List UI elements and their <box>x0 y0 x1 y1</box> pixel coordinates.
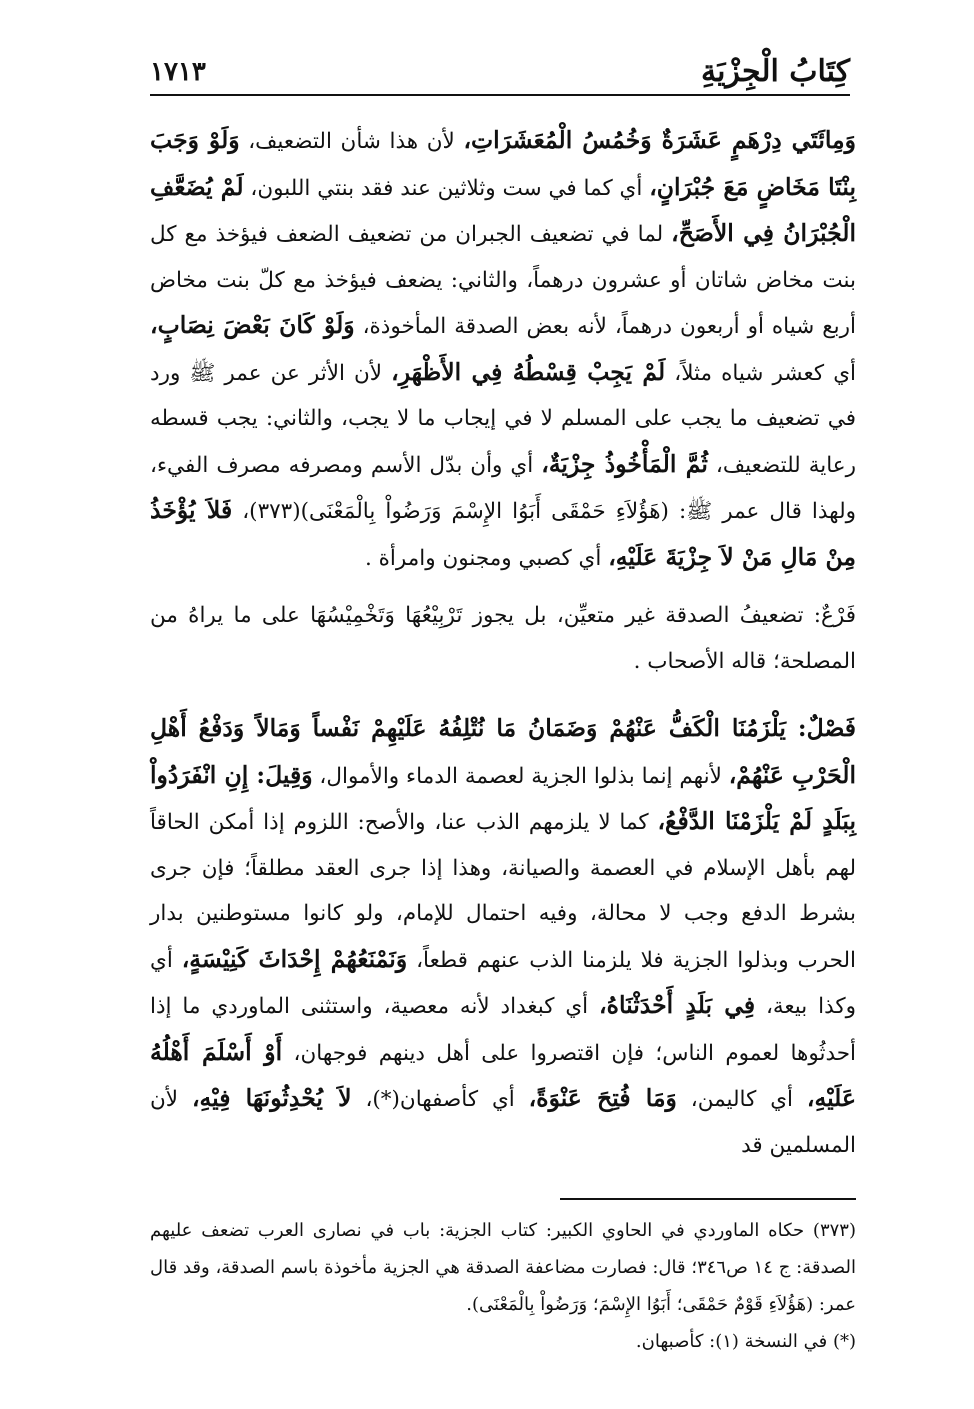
matn-text: أَوْ أَسْلَمَ أَهْلُهُ عَلَيْهِ، <box>150 1037 856 1112</box>
chapter-title: كِتَابُ الْجِزْيَةِ <box>701 54 850 89</box>
footnote-star: (*) في النسخة (١): كأصبهان. <box>635 1331 856 1352</box>
sharh-text: أي كعشر شياه مثلاً، <box>665 360 857 386</box>
paragraph-1 <box>150 118 856 581</box>
matn-text: وَقِيلَ: إِنِ انْفَرَدُواْ بِبَلَدٍ لَمْ يَلْزَمْنَا الدَّفْعُ، <box>150 760 856 835</box>
sharh-text: أي كأصفهان(*)، <box>351 1087 529 1112</box>
matn-text: وَلَوْ كَانَ بَعْضَ نِصَابٍ، <box>150 311 355 339</box>
matn-text: فِي بَلَدٍ أَحْدَثْنَاهُ، <box>599 991 756 1019</box>
matn-text: لَمْ يُضَعَّفِ الْجُبْرَانُ فِي الأَصَحِّ، <box>150 172 856 247</box>
sharh-text: لأن الأثر عن عمر ﷺ ورد في تضعيف ما يجب على المسلم لا في إيجاب ما لا يجب، والثاني: يجب قسطه رعاية للتضعيف، <box>150 360 857 478</box>
matn-text: فَصْلٌ: يَلْزَمُنَا الْكَفُّ عَنْهُمْ وَضَمَانُ مَا نُتْلِفُهُ عَلَيْهِمْ نَفْساً وَمَالاً وَدَفْعُ أَهْلِ الْحَرْبِ عَنْهُمْ، <box>150 714 856 789</box>
matn-text: لَمْ يَجِبْ قِسْطُهُ فِي الأَظْهَرِ، <box>391 357 666 386</box>
matn-text: لاَ يُحْدِثُونَهَا فِيْهِ، <box>191 1084 352 1112</box>
matn-text: فَلاَ يُؤْخَذُ مِنْ مَالِ مَنْ لاَ جِزْيَةَ عَلَيْهِ، <box>150 496 856 571</box>
footnote-rule <box>560 1198 856 1200</box>
sharh-text: أي كما في ست وثلاثين عند فقد بنتي اللبون، <box>243 175 650 201</box>
page-number: ١٧١٣ <box>150 57 206 87</box>
paragraph-far <box>150 593 856 684</box>
sharh-text: أي كاليمن، <box>676 1087 807 1112</box>
sharh-text: أي وأن بدّل الأسم ومصرفه مصرف الفيء، ولهذا قال عمر ﷺ: (هَؤُلاَءِ حَمْقَى أَبَوُا الإِسْمَ وَرَضُواْ بِالْمَعْنَى)(٣٧٣)، <box>150 452 856 524</box>
matn-text: وَمِائَتَي دِرْهَمٍ عَشَرَةٌ وَخُمُسُ الْمُعَشَرَاتِ، <box>463 126 856 154</box>
sharh-text: لأنهم إنما بذلوا الجزية لعصمة الدماء والأموال، <box>312 763 729 789</box>
header-rule <box>150 94 850 96</box>
sharh-text: لأن هذا شأن التضعيف، <box>239 129 464 154</box>
matn-text: وَمَا فُتِحَ عَنْوَةً، <box>528 1084 677 1112</box>
sharh-text: لما في تضعيف الجبران من تضعيف الضعف فيؤخذ مع كل بنت مخاض شاتان أو عشرون درهماً، والثاني: يضعف فيؤخذ مع كلّ بنت مخاض أربع شياه أو أربعون درهماً، لأنه بعض الصدقة المأخوذة، <box>150 222 856 339</box>
sharh-text: لأن المسلمين قد <box>150 1087 856 1158</box>
sharh-text: فَرْعٌ: تضعيفُ الصدقة غير متعيِّن، بل يجوز تَرْبِيْعُهَا وَتَخْمِيْسُهَا على ما يراهُ من المصلحة؛ قاله الأصحاب . <box>150 603 856 674</box>
sharh-text: أي وكذا بيعة، <box>150 947 857 1019</box>
sharh-text: كما لا يلزمهم الذب عنا، والأصح: اللزوم إذا أمكن الحاقاً لهم بأهل الإسلام في العصمة والصيانة، وهذا إذا جرى العقد مطلقاً؛ فإن جرى بشرط الدفع وجب لا محالة، وفيه احتمال للإمام، ولو كانوا مستوطنين بدار الحرب وبذلوا الجزية فلا يلزمنا الذب عنهم قطعاً، <box>150 810 856 973</box>
paragraph-fasl <box>150 706 856 1168</box>
footnote-373: (٣٧٣) حكاه الماوردي في الحاوي الكبير: كتاب الجزية: باب في نصارى العرب تضعف عليهم الصدقة: ج ١٤ ص٣٤٦؛ قال: فصارت مضاعفة الصدقة هي الجزية مأخوذة باسم الصدقة، وقد قال عمر: (هَؤُلاَءِ قَوْمٌ حَمْقَى؛ أَبَوُا الإِسْمَ؛ وَرَضُواْ بِالْمَعْنَى). <box>150 1220 856 1315</box>
page-header <box>150 54 850 94</box>
matn-text: وَلَوْ وَجَبَ بِنْتَا مَخَاضٍ مَعَ جُبْرَانٍ، <box>150 126 856 201</box>
matn-text: ثُمَّ الْمَأْخُوذُ جِزْيَةٌ، <box>541 449 708 478</box>
main-text <box>150 118 856 1168</box>
matn-text: وَنَمْنَعُهُمْ إِحْدَاثَ كَنِيْسَةٍ، <box>181 944 408 973</box>
sharh-text: أي كبغداد لأنه معصية، واستثنى الماوردي ما إذا أحدثُوها لعموم الناس؛ فإن اقتصروا على أهل دينهم فوجهان، <box>150 994 857 1066</box>
footnotes <box>150 1212 856 1360</box>
sharh-text: أي كصبي ومجنون وامرأة . <box>364 545 609 571</box>
